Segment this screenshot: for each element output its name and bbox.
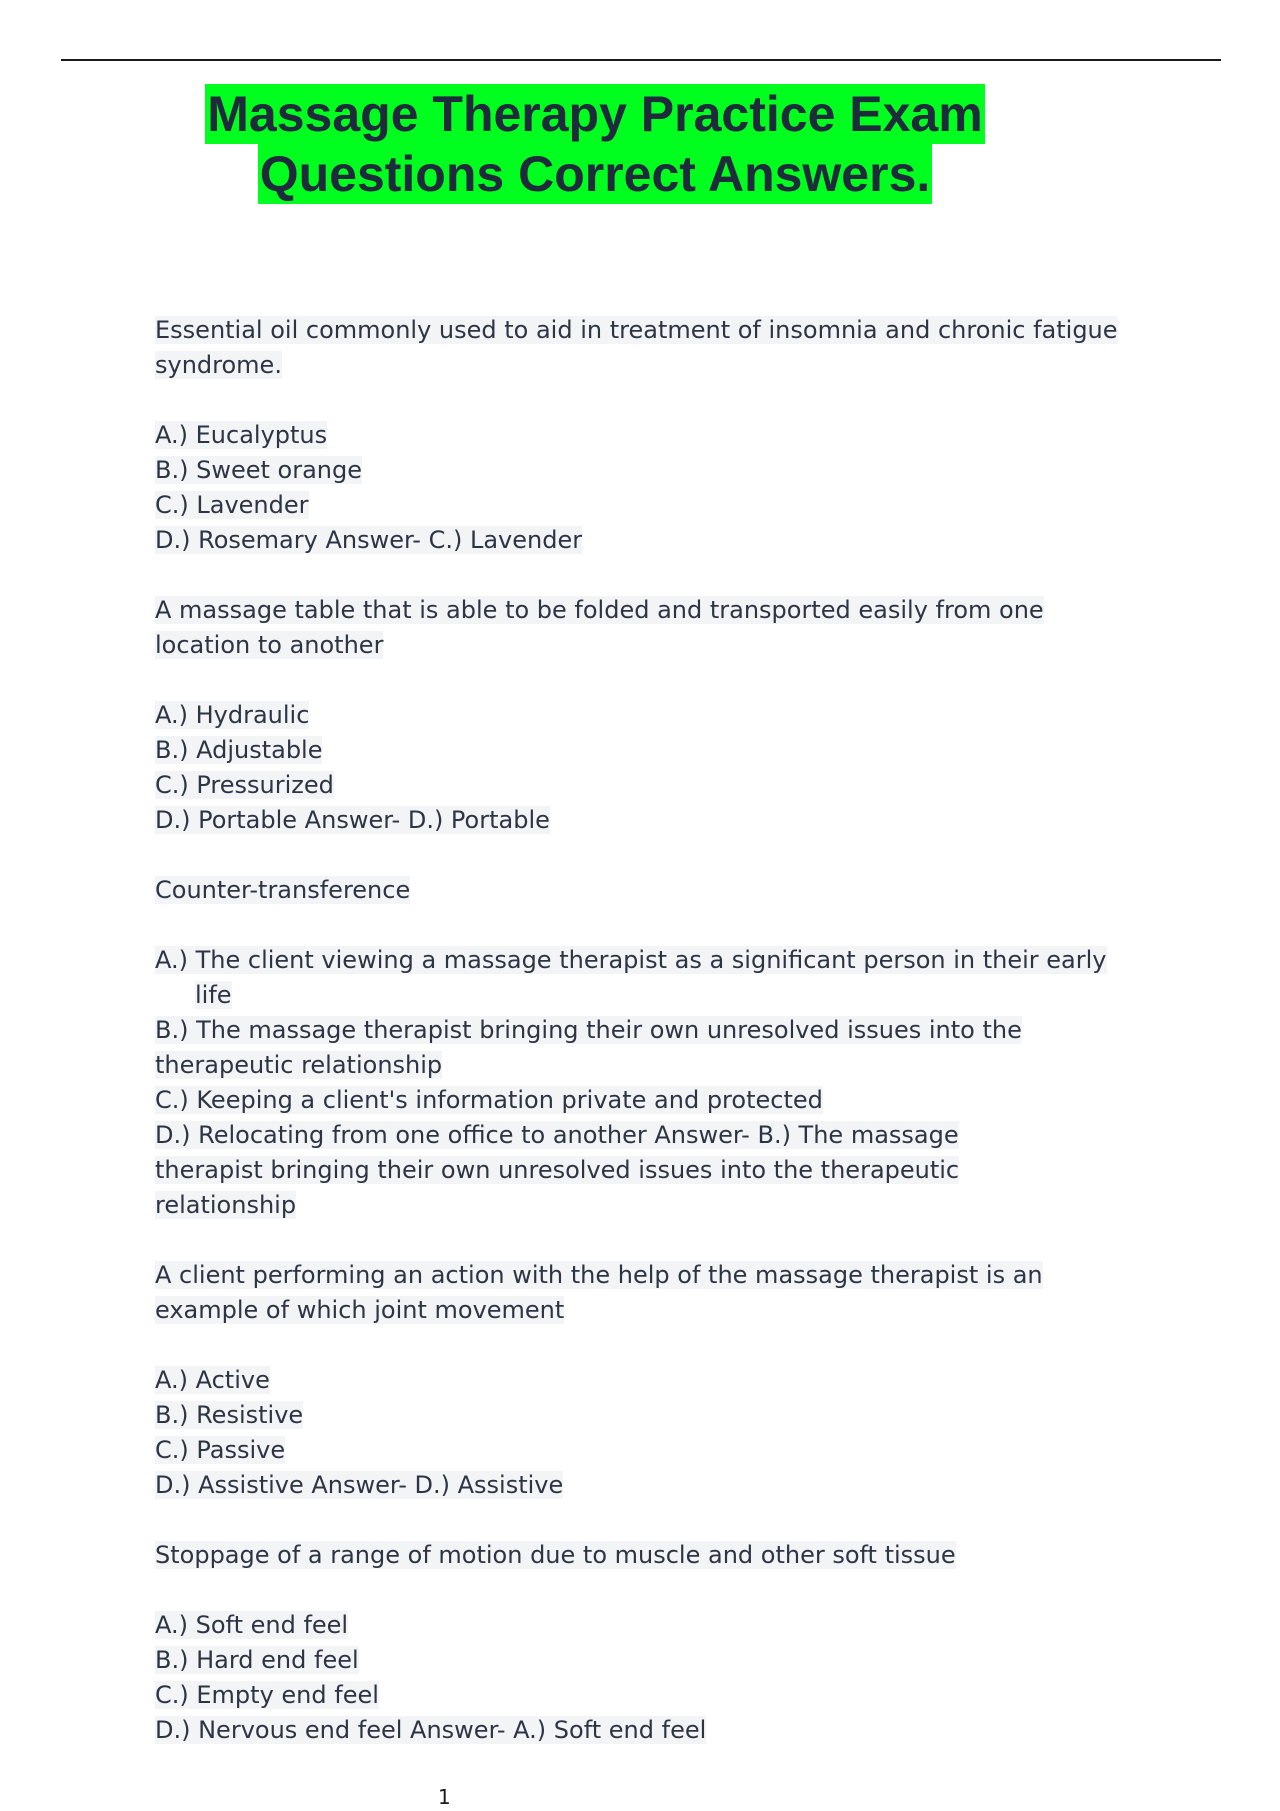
- document-title: [0, 84, 1190, 204]
- question-block-5: [155, 1538, 1135, 1748]
- questions-list: [155, 313, 1135, 1748]
- option-d-with-answer: D.) Relocating from one office to another Answer- B.) The massage therapist bringing their own unresolved issues into the therapeutic relationship: [155, 1121, 960, 1219]
- question-block-4: [155, 1258, 1135, 1503]
- option-b: B.) Resistive: [155, 1401, 304, 1429]
- option-c: C.) Keeping a client's information private and protected: [155, 1086, 823, 1114]
- page-number: 1: [438, 1785, 451, 1809]
- option-d-with-answer: D.) Portable Answer- D.) Portable: [155, 806, 550, 834]
- question-block-1: [155, 313, 1135, 558]
- option-d-with-answer: D.) Rosemary Answer- C.) Lavender: [155, 526, 583, 554]
- option-c: C.) Empty end feel: [155, 1681, 379, 1709]
- option-c: C.) Pressurized: [155, 771, 334, 799]
- question-block-3: [155, 873, 1135, 1223]
- option-a: A.) The client viewing a massage therapist as a significant person in their early life: [155, 946, 1107, 1009]
- question-block-2: [155, 593, 1135, 838]
- option-b: B.) Hard end feel: [155, 1646, 359, 1674]
- option-d-with-answer: D.) Nervous end feel Answer- A.) Soft end feel: [155, 1716, 707, 1744]
- spacer: [155, 1503, 1135, 1538]
- option-a: A.) Eucalyptus: [155, 421, 328, 449]
- question-text: A client performing an action with the help of the massage therapist is an example of which joint movement: [155, 1261, 1043, 1324]
- option-a: A.) Hydraulic: [155, 701, 310, 729]
- option-c: C.) Passive: [155, 1436, 286, 1464]
- option-a: A.) Soft end feel: [155, 1611, 349, 1639]
- question-text: Counter-transference: [155, 876, 411, 904]
- spacer: [155, 558, 1135, 593]
- option-d-with-answer: D.) Assistive Answer- D.) Assistive: [155, 1471, 564, 1499]
- spacer: [155, 1223, 1135, 1258]
- spacer: [155, 838, 1135, 873]
- option-b: B.) Adjustable: [155, 736, 323, 764]
- question-text: A massage table that is able to be folded and transported easily from one location to another: [155, 596, 1044, 659]
- title-line-2: Questions Correct Answers.: [259, 146, 931, 202]
- header-rule: [61, 59, 1221, 61]
- option-a: A.) Active: [155, 1366, 270, 1394]
- option-b: B.) The massage therapist bringing their own unresolved issues into the therapeutic relationship: [155, 1016, 1022, 1079]
- title-line-1: Massage Therapy Practice Exam: [207, 86, 983, 142]
- option-c: C.) Lavender: [155, 491, 309, 519]
- option-b: B.) Sweet orange: [155, 456, 362, 484]
- question-text: Essential oil commonly used to aid in treatment of insomnia and chronic fatigue syndrome.: [155, 316, 1118, 379]
- question-text: Stoppage of a range of motion due to muscle and other soft tissue: [155, 1541, 956, 1569]
